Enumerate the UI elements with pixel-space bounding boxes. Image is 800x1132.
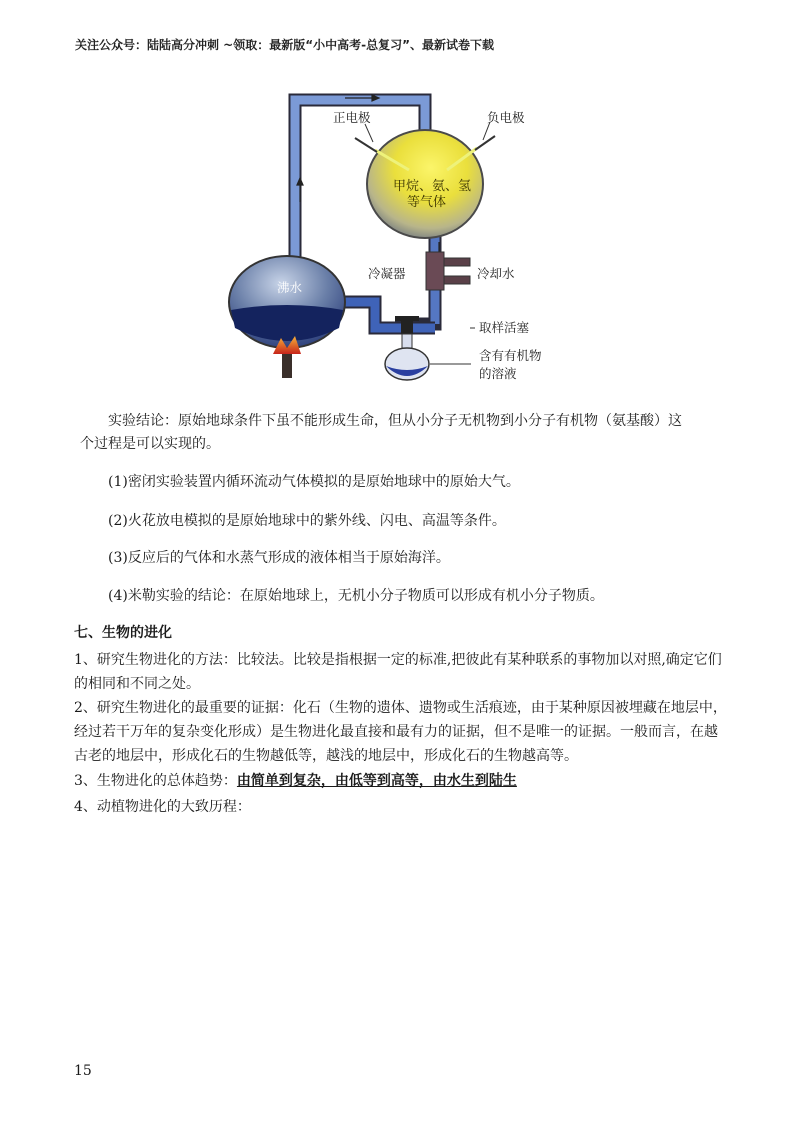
point-4: (4)米勒实验的结论：在原始地球上，无机小分子物质可以形成有机小分子物质。 <box>108 588 604 604</box>
item3 <box>74 771 517 791</box>
item2-line2: 经过若干万年的复杂变化形成）是生物进化最直接和最有力的证据，但不是唯一的证据。一般而言，在越 <box>74 724 718 740</box>
label-negative-electrode: 负电极 <box>487 110 525 125</box>
label-condenser: 冷凝器 <box>368 266 406 281</box>
boiling-water-flask <box>229 256 345 348</box>
item2-line3: 古老的地层中，形成化石的生物越低等，越浅的地层中，形成化石的生物越高等。 <box>74 748 578 764</box>
item3-trend: 由简单到复杂，由低等到高等，由水生到陆生 <box>236 773 517 789</box>
label-cooling-water: 冷却水 <box>477 266 515 281</box>
collection-flask <box>385 334 429 380</box>
point-1: (1)密闭实验装置内循环流动气体模拟的是原始地球中的原始大气。 <box>108 474 520 490</box>
point-2: (2)火花放电模拟的是原始地球中的紫外线、闪电、高温等条件。 <box>108 513 506 529</box>
miller-experiment-diagram <box>225 92 585 394</box>
point-3: (3)反应后的气体和水蒸气形成的液体相当于原始海洋。 <box>108 550 450 566</box>
item1-line1: 1、研究生物进化的方法：比较法。比较是指根据一定的标准,把彼此有某种联系的事物加以对照,确定它们 <box>74 652 722 668</box>
page-number: 15 <box>74 1063 92 1079</box>
item4: 4、动植物进化的大致历程： <box>74 799 251 815</box>
label-sampling-valve: 取样活塞 <box>479 320 530 335</box>
label-gases-line2: 等气体 <box>407 195 447 210</box>
page-header: 关注公众号：陆陆高分冲刺 ~领取：最新版“小中高考-总复习”、最新试卷下载 <box>75 38 494 52</box>
item3-prefix: 3、生物进化的总体趋势： <box>74 773 237 789</box>
section-title: 七、生物的进化 <box>74 625 172 641</box>
conclusion-line1: 实验结论：原始地球条件下虽不能形成生命，但从小分子无机物到小分子有机物（氨基酸）这 <box>108 413 682 429</box>
item1-line2: 的相同和不同之处。 <box>74 676 200 692</box>
label-positive-electrode: 正电极 <box>333 110 371 125</box>
label-gases-line1: 甲烷、氨、氢 <box>393 179 472 194</box>
item2-line1: 2、研究生物进化的最重要的证据：化石（生物的遗体、遗物或生活痕迹，由于某种原因被埋藏在地层中， <box>74 700 727 716</box>
condenser <box>426 252 470 290</box>
label-boiling-water: 沸水 <box>277 280 303 295</box>
label-solution-line2: 的溶液 <box>479 366 517 381</box>
conclusion-line2: 个过程是可以实现的。 <box>80 436 220 452</box>
label-solution-line1: 含有有机物 <box>479 348 542 363</box>
